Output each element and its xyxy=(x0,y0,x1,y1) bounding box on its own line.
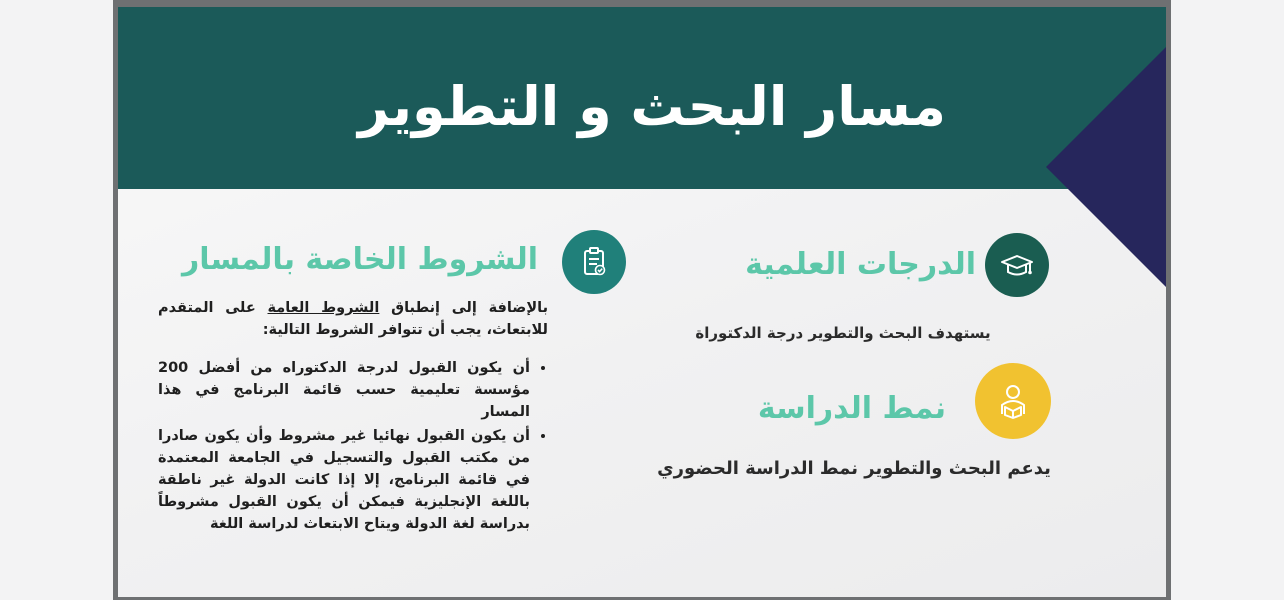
list-item: • أن يكون القبول نهائيا غير مشروط وأن يكون صادرا من مكتب القبول والتسجيل في الجامعة المعتمدة في قائمة البرنامج، إلا إذا كانت الدولة غير ناطقة باللغة الإنجليزية فيمكن أن يكون القبول مشروطاً بدراسة لغة الدولة ويتاح الابتعاث لدراسة اللغة xyxy=(158,425,530,535)
study-mode-text: يدعم البحث والتطوير نمط الدراسة الحضوري xyxy=(657,458,1051,479)
conditions-body xyxy=(158,297,548,537)
conditions-intro-before: بالإضافة إلى إنطباق xyxy=(379,300,549,316)
title-banner xyxy=(118,7,1166,189)
page-title: مسار البحث و التطوير xyxy=(358,75,946,138)
conditions-intro-after: على المتقدم للابتعاث، يجب أن تتوافر الشروط التالية: xyxy=(158,300,548,338)
degrees-text: يستهدف البحث والتطوير درجة الدكتوراة xyxy=(695,324,991,342)
decorative-triangle xyxy=(1046,47,1166,287)
degrees-icon-circle xyxy=(985,233,1049,297)
general-conditions-link[interactable]: الشروط العامة xyxy=(267,300,380,316)
slide-content xyxy=(118,7,1166,597)
slide-frame xyxy=(113,0,1171,600)
clipboard-check-icon xyxy=(577,245,611,279)
list-item: • أن يكون القبول لدرجة الدكتوراه من أفضل 200 مؤسسة تعليمية حسب قائمة البرنامج في هذا المسار xyxy=(158,357,530,423)
graduation-cap-icon xyxy=(1000,248,1034,282)
conditions-icon-circle xyxy=(562,230,626,294)
study-mode-icon-circle xyxy=(975,363,1051,439)
conditions-intro xyxy=(158,297,548,341)
conditions-heading: الشروط الخاصة بالمسار xyxy=(181,242,538,277)
conditions-list xyxy=(158,357,548,535)
degrees-heading: الدرجات العلمية xyxy=(745,247,976,282)
student-reading-icon xyxy=(993,381,1033,421)
study-mode-heading: نمط الدراسة xyxy=(757,391,946,426)
